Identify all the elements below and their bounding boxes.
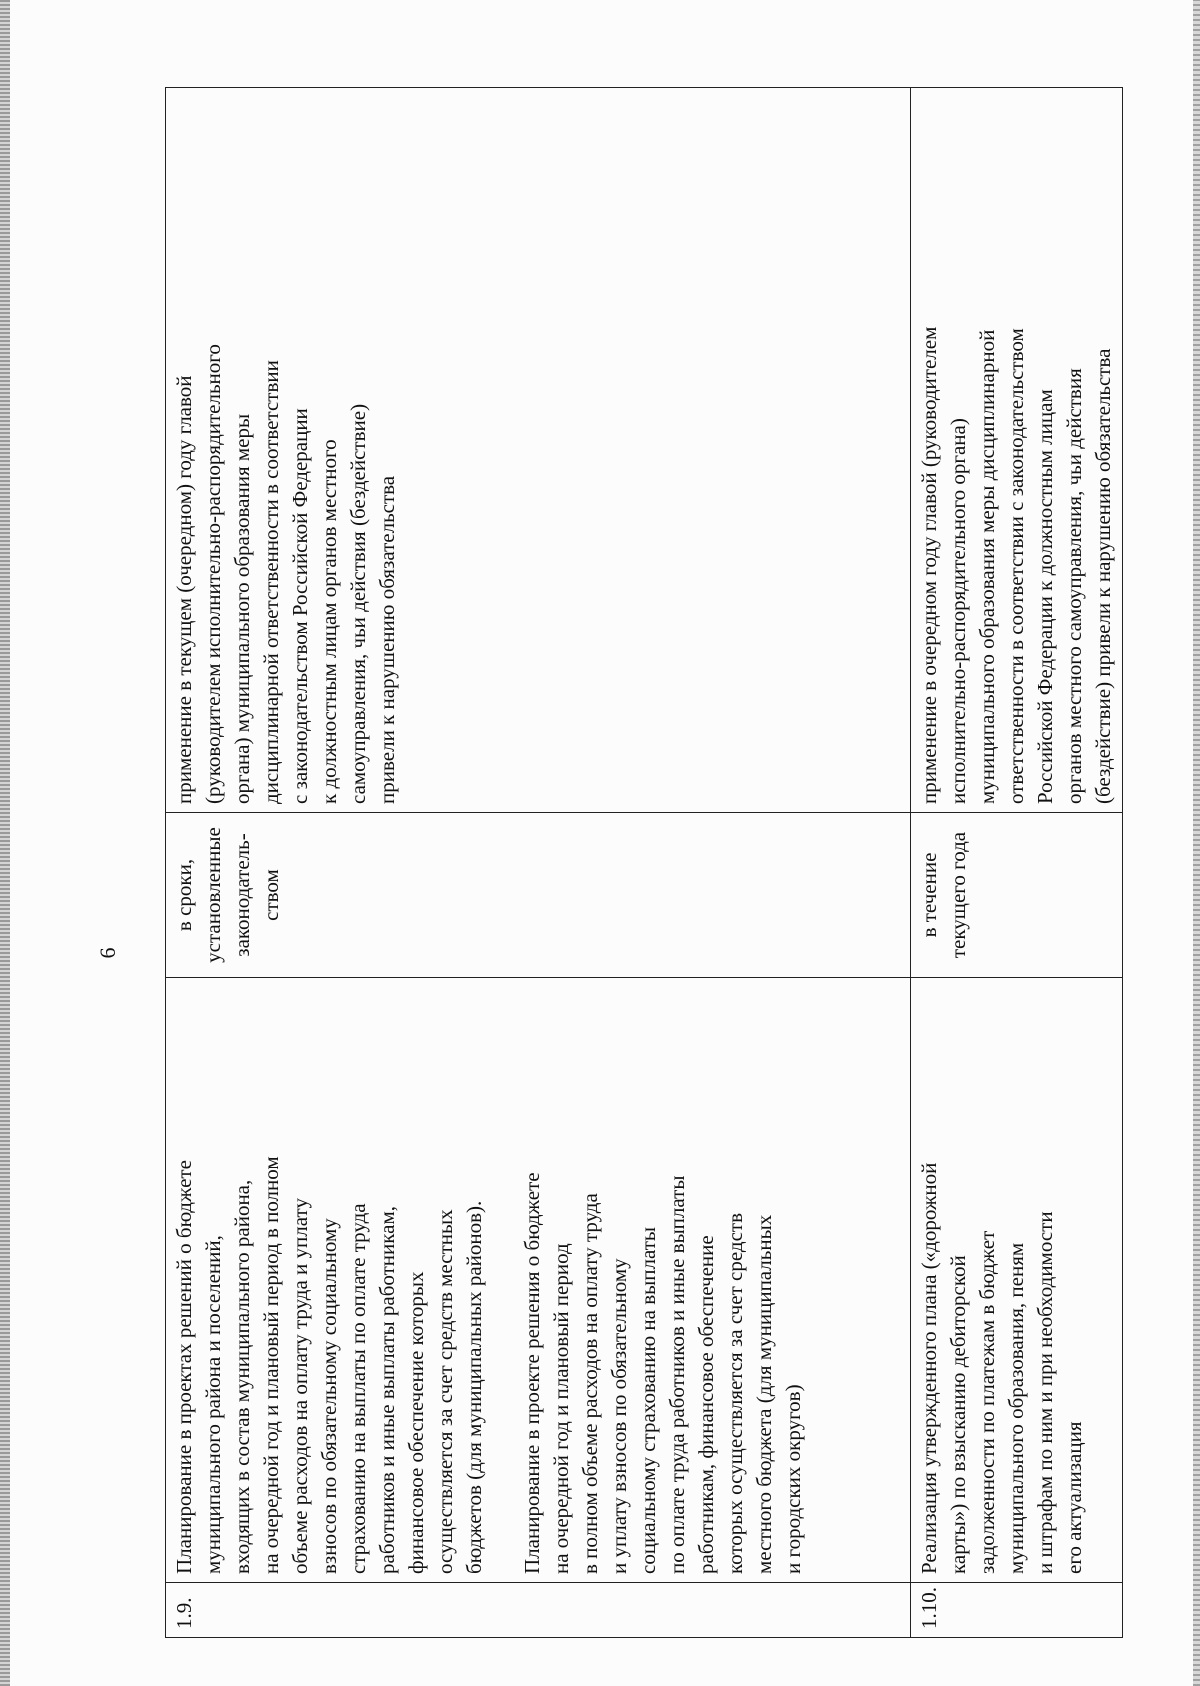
action-paragraph: Планирование в проекте решения о бюджете на очередной год и плановый период в полном объеме расходов на оплату труда и уплату взносов по обязательному социальному страхованию на выплаты по оплате труда работников и иные выплаты работникам, финансовое обеспечение которых осуществляется за счет средств местного бюджета (для муниципальных и городских округов) [520,1172,805,1574]
row-number: 1.10. [911,1583,1123,1638]
responsibility-cell: применение в текущем (очередном) году главой (руководителем исполнительно-распорядительного органа) муниципального образования меры дисциплинарной ответственности в соответствии с законодательством Российской Федерации к должностным лицам органов местного самоуправления, чьи действия (бездействие) привели к нарушению обязательства [166,88,911,813]
action-paragraph: Планирование в проектах решений о бюджете муниципального района и поселений, входящих в состав муниципального района, на очередной год и плановый период в полном объеме расходов на оплату труда и уплату взносов по обязательному социальному страхованию на выплаты по оплате труда работников и иные выплаты работникам, финансовое обеспечение которых осуществляется за счет средств местных бюджетов (для муниципальных районов). [172,1156,486,1574]
action-cell [166,978,911,1583]
table-row [911,88,1123,1638]
scan-edge-left [0,0,10,1686]
scan-edge-right [1193,0,1200,1686]
measures-table [165,87,1123,1638]
term-cell: в течение текущего года [911,813,1123,978]
rotated-document [95,88,1115,1638]
action-cell [911,978,1123,1583]
row-number: 1.9. [166,1583,911,1638]
responsibility-cell: применение в очередном году главой (руководителем исполнительно-распорядительного органа) муниципального образования меры дисциплинарной ответственности в соответствии с законодательством Российской Федерации к должностным лицам органов местного самоуправления, чьи действия (бездействие) привели к нарушению обязательства [911,88,1123,813]
page-number: 6 [95,947,120,959]
table-row [166,88,911,1638]
action-paragraph: Реализация утвержденного плана («дорожной карты») по взысканию дебиторской задолженности по платежам в бюджет муниципального образования, пеням и штрафам по ним и при необходимости его актуализация [917,1162,1086,1574]
term-cell: в сроки, установленные законодатель- ством [166,813,911,978]
